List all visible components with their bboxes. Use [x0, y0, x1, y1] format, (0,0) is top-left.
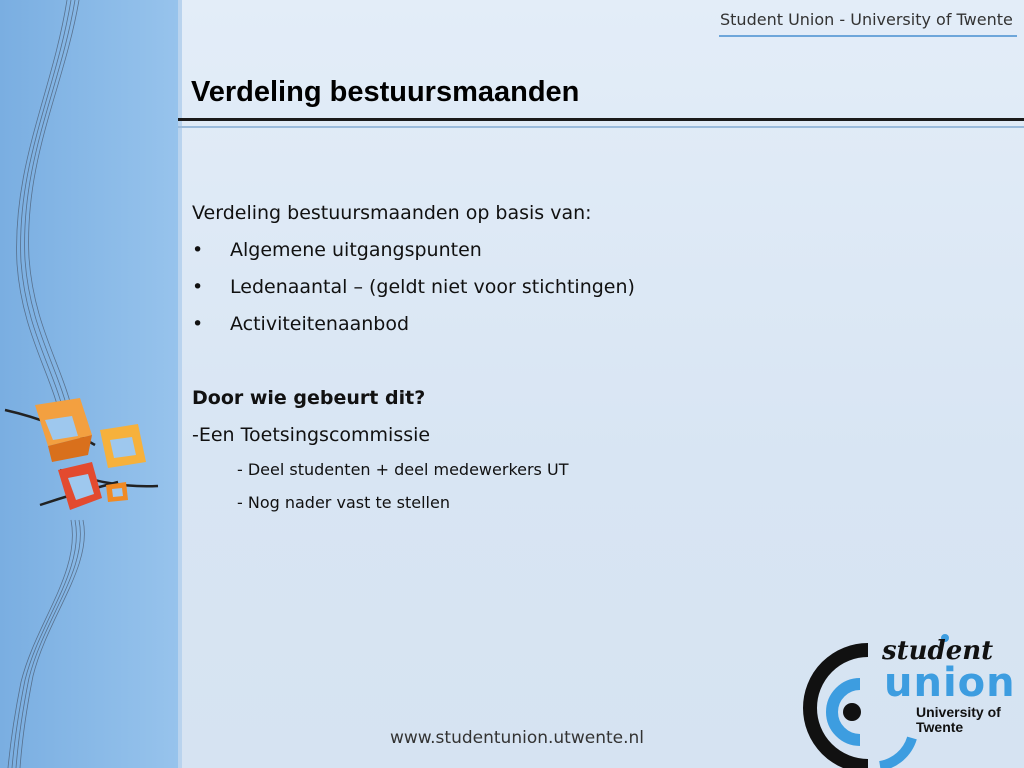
logo-word-student: student — [882, 636, 994, 666]
org-header: Student Union - University of Twente — [720, 10, 1013, 29]
slide-title: Verdeling bestuursmaanden — [191, 76, 580, 108]
spacer — [192, 346, 635, 383]
bullet-item — [192, 309, 635, 346]
bullet-text: Algemene uitgangspunten — [230, 239, 482, 261]
header-underline — [719, 35, 1017, 37]
answer-text: -Een Toetsingscommissie — [192, 424, 431, 446]
logo-line-2: Twente — [916, 719, 964, 735]
panel-edge — [178, 0, 182, 768]
title-rule-thin — [178, 126, 1024, 128]
logo-university-text — [916, 705, 1001, 735]
bullet-symbol: • — [192, 313, 204, 335]
bullet-text: Ledenaantal – (geldt niet voor stichtingen) — [230, 276, 635, 298]
bullet-symbol: • — [192, 239, 204, 261]
bullet-text: Activiteitenaanbod — [230, 313, 410, 335]
sub-item: - Deel studenten + deel medewerkers UT — [237, 460, 569, 479]
bullet-item — [192, 235, 635, 272]
footer-url: www.studentunion.utwente.nl — [390, 728, 644, 748]
bullet-item — [192, 272, 635, 309]
bullet-symbol: • — [192, 276, 204, 298]
title-rule — [178, 118, 1024, 121]
slide-body — [192, 198, 635, 523]
intro-text: Verdeling bestuursmaanden op basis van: — [192, 202, 592, 224]
ribbon-cubes-decoration — [0, 0, 178, 768]
logo-word-union: union — [884, 660, 1016, 706]
logo-line-1: University of — [916, 704, 1001, 720]
sub-item: - Nog nader vast te stellen — [237, 493, 450, 512]
question-heading: Door wie gebeurt dit? — [192, 387, 426, 409]
